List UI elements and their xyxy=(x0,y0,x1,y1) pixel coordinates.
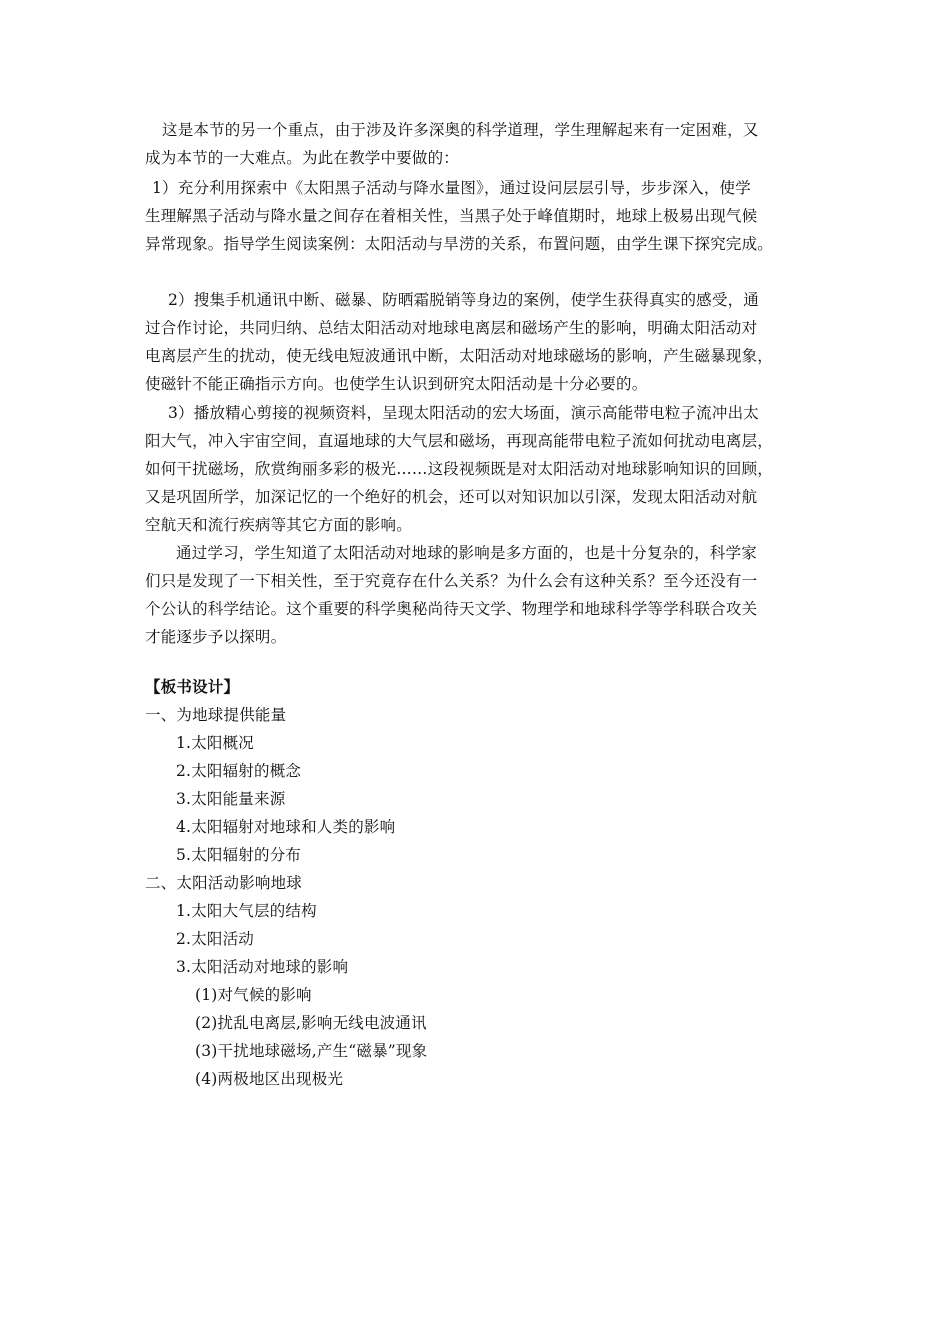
outline-item: 二、太阳活动影响地球 xyxy=(145,874,303,892)
outline-item: 3.太阳能量来源 xyxy=(176,790,286,808)
outline-item: 一、为地球提供能量 xyxy=(145,706,287,724)
body-line: 异常现象。指导学生阅读案例：太阳活动与旱涝的关系，布置问题，由学生课下探究完成。 xyxy=(145,235,774,253)
body-line: 通过学习，学生知道了太阳活动对地球的影响是多方面的，也是十分复杂的，科学家 xyxy=(176,544,757,562)
body-line: 生理解黑子活动与降水量之间存在着相关性，当黑子处于峰值期时，地球上极易出现气候 xyxy=(145,207,758,225)
body-line: 过合作讨论，共同归纳、总结太阳活动对地球电离层和磁场产生的影响，明确太阳活动对 xyxy=(145,319,758,337)
outline-item: 2.太阳活动 xyxy=(176,930,254,948)
body-line: 才能逐步予以探明。 xyxy=(145,628,287,646)
body-line: 空航天和流行疾病等其它方面的影响。 xyxy=(145,516,412,534)
outline-item: (2)扰乱电离层,影响无线电波通讯 xyxy=(195,1014,427,1032)
body-line: 们只是发现了一下相关性，至于究竟存在什么关系？为什么会有这种关系？至今还没有一 xyxy=(145,572,758,590)
body-line: 又是巩固所学，加深记忆的一个绝好的机会，还可以对知识加以引深，发现太阳活动对航 xyxy=(145,488,758,506)
body-line: 使磁针不能正确指示方向。也使学生认识到研究太阳活动是十分必要的。 xyxy=(145,375,648,393)
body-line: 3）播放精心剪接的视频资料，呈现太阳活动的宏大场面，演示高能带电粒子流冲出太 xyxy=(168,404,759,422)
outline-item: 2.太阳辐射的概念 xyxy=(176,762,302,780)
outline-item: 1.太阳大气层的结构 xyxy=(176,902,317,920)
outline-item: (4)两极地区出现极光 xyxy=(195,1070,344,1088)
outline-item: 3.太阳活动对地球的影响 xyxy=(176,958,349,976)
body-line: 这是本节的另一个重点，由于涉及许多深奥的科学道理，学生理解起来有一定困难，又 xyxy=(162,121,759,139)
section-heading: 【板书设计】 xyxy=(145,677,240,696)
body-line: 阳大气，冲入宇宙空间，直逼地球的大气层和磁场，再现高能带电粒子流如何扰动电离层， xyxy=(145,432,774,450)
outline-item: 1.太阳概况 xyxy=(176,734,254,752)
body-line: 1）充分利用探索中《太阳黑子活动与降水量图》，通过设问层层引导，步步深入，使学 xyxy=(152,179,751,197)
body-line: 电离层产生的扰动，使无线电短波通讯中断，太阳活动对地球磁场的影响，产生磁暴现象， xyxy=(145,347,774,365)
body-line: 如何干扰磁场，欣赏绚丽多彩的极光……这段视频既是对太阳活动对地球影响知识的回顾， xyxy=(145,460,774,478)
outline-item: 4.太阳辐射对地球和人类的影响 xyxy=(176,818,396,836)
outline-item: (3)干扰地球磁场,产生“磁暴”现象 xyxy=(195,1042,428,1060)
outline-item: (1)对气候的影响 xyxy=(195,986,312,1004)
outline-item: 5.太阳辐射的分布 xyxy=(176,846,302,864)
body-line: 2）搜集手机通讯中断、磁暴、防晒霜脱销等身边的案例，使学生获得真实的感受，通 xyxy=(168,291,759,309)
body-line: 成为本节的一大难点。为此在教学中要做的： xyxy=(145,149,460,167)
body-line: 个公认的科学结论。这个重要的科学奥秘尚待天文学、物理学和地球科学等学科联合攻关 xyxy=(145,600,758,618)
